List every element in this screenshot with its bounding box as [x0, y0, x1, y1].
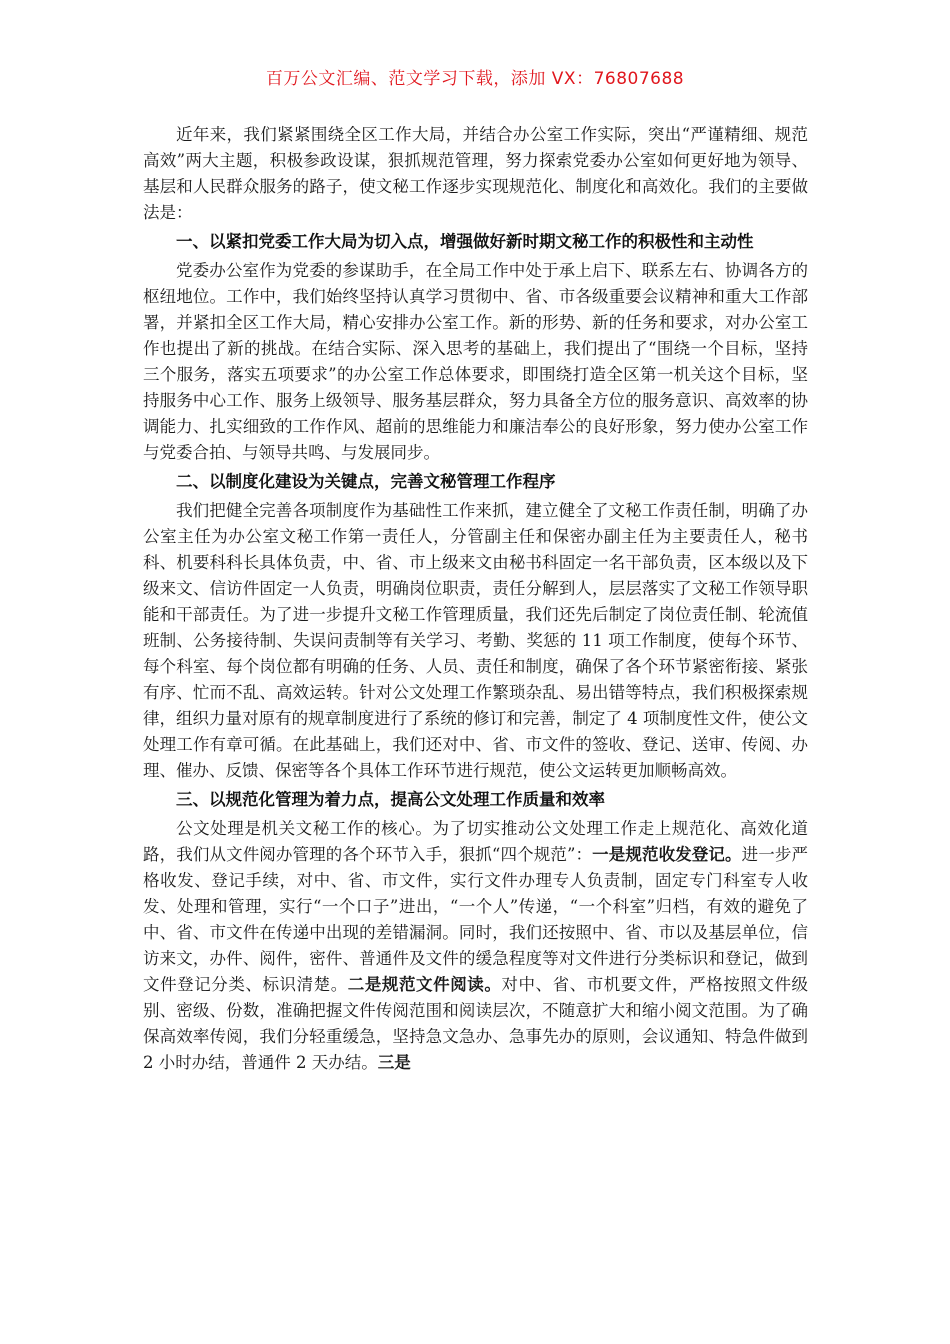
- section3-text-3: 对中、省、市机要文件，严格按照文件级别、密级、份数，准确把握文件传阅范围和阅读层次，不随意扩大和缩小阅文范围。为了确保高效率传阅，我们分轻重缓急，坚持急文急办、急事先办的原则，会议通知、特急件做到 2 小时办结，普通件 2 天办结。: [143, 975, 809, 1072]
- document-body: [143, 122, 808, 1076]
- section3-text-1: 公文处理是机关文秘工作的核心。为了切实推动公文处理工作走上规范化、高效化道路，我们从文件阅办管理的各个环节入手，狠抓“四个规范”：: [143, 819, 808, 864]
- section3-bold-3: 三是: [377, 1053, 411, 1072]
- section3-heading: 三、以规范化管理为着力点，提高公文处理工作质量和效率: [176, 790, 605, 809]
- section2-heading: 二、以制度化建设为关键点，完善文秘管理工作程序: [176, 472, 556, 491]
- section3-bold-2: 二是规范文件阅读。: [347, 975, 502, 994]
- section3-paragraph: [143, 816, 808, 1076]
- section3-text-2: 进一步严格收发、登记手续，对中、省、市文件，实行文件办理专人负责制，固定专门科室专人收发、处理和管理，实行“一个口子”进出，“一个人”传递，“一个科室”归档，有效的避免了中、省、市文件在传递中出现的差错漏洞。同时，我们还按照中、省、市以及基层单位，信访来文，办件、阅件，密件、普通件及文件的缓急程度等对文件进行分类标识和登记，做到文件登记分类、标识清楚。: [143, 845, 809, 994]
- section1-paragraph: 党委办公室作为党委的参谋助手，在全局工作中处于承上启下、联系左右、协调各方的枢纽地位。工作中，我们始终坚持认真学习贯彻中、省、市各级重要会议精神和重大工作部署，并紧扣全区工作大局，精心安排办公室工作。新的形势、新的任务和要求，对办公室工作也提出了新的挑战。在结合实际、深入思考的基础上，我们提出了“围绕一个目标，坚持三个服务，落实五项要求”的办公室工作总体要求，即围绕打造全区第一机关这个目标，坚持服务中心工作、服务上级领导、服务基层群众，努力具备全方位的服务意识、高效率的协调能力、扎实细致的工作作风、超前的思维能力和廉洁奉公的良好形象，努力使办公室工作与党委合拍、与领导共鸣、与发展同步。: [143, 261, 808, 462]
- section2-paragraph: 我们把健全完善各项制度作为基础性工作来抓，建立健全了文秘工作责任制，明确了办公室主任为办公室文秘工作第一责任人，分管副主任和保密办副主任为主要责任人，秘书科、机要科科长具体负责，中、省、市上级来文由秘书科固定一名干部负责，区本级以及下级来文、信访件固定一人负责，明确岗位职责，责任分解到人，层层落实了文秘工作领导职能和干部责任。为了进一步提升文秘工作管理质量，我们还先后制定了岗位责任制、轮流值班制、公务接待制、失误问责制等有关学习、考勤、奖惩的 11 项工作制度，使每个环节、每个科室、每个岗位都有明确的任务、人员、责任和制度，确保了各个环节紧密衔接、紧张有序、忙而不乱、高效运转。针对公文处理工作繁琐杂乱、易出错等特点，我们积极探索规律，组织力量对原有的规章制度进行了系统的修订和完善，制定了 4 项制度性文件，使公文处理工作有章可循。在此基础上，我们还对中、省、市文件的签收、登记、送审、传阅、办理、催办、反馈、保密等各个具体工作环节进行规范，使公文运转更加顺畅高效。: [143, 501, 808, 780]
- section1-heading: 一、以紧扣党委工作大局为切入点，增强做好新时期文秘工作的积极性和主动性: [176, 232, 754, 251]
- intro-paragraph: 近年来，我们紧紧围绕全区工作大局，并结合办公室工作实际，突出“严谨精细、规范高效”两大主题，积极参政设谋，狠抓规范管理，努力探索党委办公室如何更好地为领导、基层和人民群众服务的路子，使文秘工作逐步实现规范化、制度化和高效化。我们的主要做法是：: [143, 125, 808, 222]
- download-banner: 百万公文汇编、范文学习下载，添加 VX：76807688: [265, 69, 685, 89]
- section3-bold-1: 一是规范收发登记。: [592, 845, 742, 864]
